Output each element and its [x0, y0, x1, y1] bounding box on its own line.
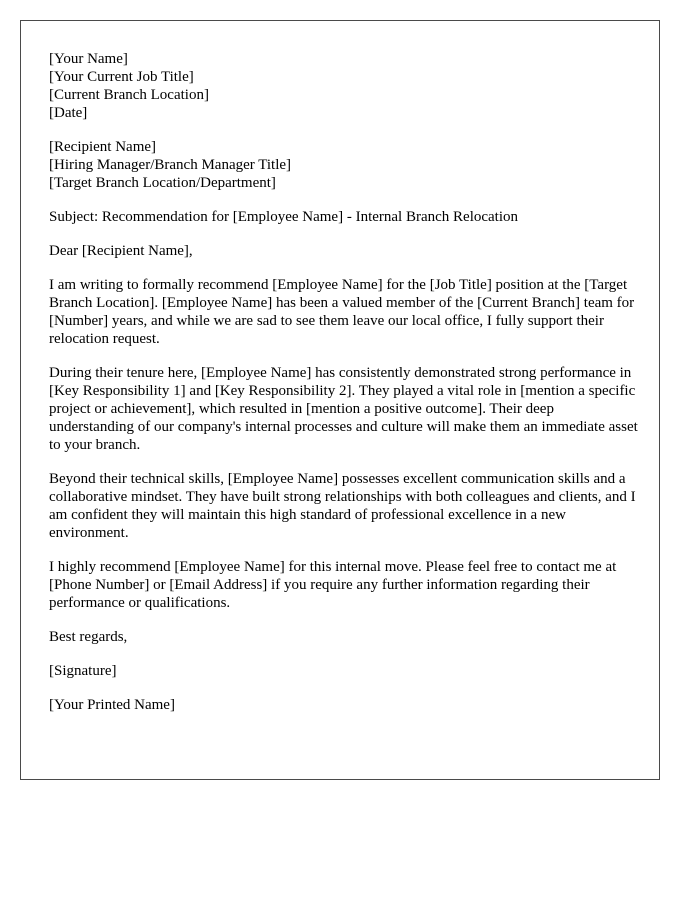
sender-name: [Your Name]	[49, 51, 128, 67]
body-paragraph-3: Beyond their technical skills, [Employee Name] possesses excellent communication skills and a collaborative mindset. They have built strong relationships with both colleagues and clients, and I am confident they will maintain this high standard of professional excellence in a new environment.	[49, 471, 636, 541]
body-paragraph-4: I highly recommend [Employee Name] for this internal move. Please feel free to contact me at [Phone Number] or [Email Address] if you require any further information regarding their performance or qualifications.	[49, 559, 617, 611]
closing: Best regards,	[49, 629, 128, 645]
letter-date: [Date]	[49, 105, 88, 121]
salutation: Dear [Recipient Name],	[49, 243, 193, 259]
printed-name: [Your Printed Name]	[49, 697, 175, 713]
recipient-block	[49, 138, 639, 192]
body-paragraph-1: I am writing to formally recommend [Employee Name] for the [Job Title] position at the [Target Branch Location]. [Employee Name] has been a valued member of the [Current Branch] team for [Number] years, and while we are sad to see them leave our local office, I fully support their relocation request.	[49, 277, 635, 347]
letter-frame	[20, 20, 660, 780]
recipient-title: [Hiring Manager/Branch Manager Title]	[49, 157, 292, 173]
recipient-location: [Target Branch Location/Department]	[49, 175, 276, 191]
sender-block	[49, 50, 639, 122]
body-paragraph-2: During their tenure here, [Employee Name] has consistently demonstrated strong performance in [Key Responsibility 1] and [Key Responsibility 2]. They played a vital role in [mention a specific project or achievement], which resulted in [mention a positive outcome]. Their deep understanding of our company's internal processes and culture will make them an immediate asset to your branch.	[49, 365, 638, 453]
sender-branch-location: [Current Branch Location]	[49, 87, 209, 103]
recipient-name: [Recipient Name]	[49, 139, 157, 155]
letter-body	[49, 50, 639, 730]
sender-job-title: [Your Current Job Title]	[49, 69, 194, 85]
signature: [Signature]	[49, 663, 117, 679]
subject-line: Subject: Recommendation for [Employee Name] - Internal Branch Relocation	[49, 209, 519, 225]
